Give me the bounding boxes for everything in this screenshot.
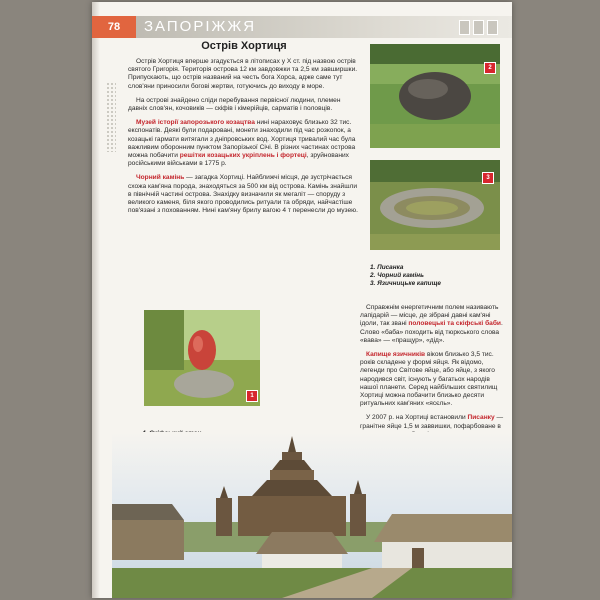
photo-badge-3: 3: [482, 172, 494, 184]
book-page: [92, 2, 512, 598]
photo-zaporizhian-sich: [112, 432, 512, 598]
paragraph-text: , зруйнованих російськими військами в 1775 р.: [128, 152, 349, 168]
stone-circle-image: [370, 160, 500, 250]
decorative-dots: [106, 82, 116, 152]
chapter-title: ЗАПОРІЖЖЯ: [144, 18, 257, 35]
page-number: 78: [92, 16, 136, 38]
paragraph: [128, 97, 360, 113]
paragraph-text: Справжнім енергетичним полем називають лапідарій — місце, де зібрані давні кам'яні ідоли, так звані: [360, 304, 499, 328]
paragraph-text: Острів Хортиця вперше згадується в літописах у X ст. під назвою острів святого Григорія. Територія острова 12 км завдовжки та 2,5 км завширшки. Припускають, що острів названий на честь бога Хорса, адже саме тут слов'яни приносили богові жертви, готуючись до виходу в море.: [128, 58, 358, 90]
highlight-term: половецькі та скіфські баби: [408, 320, 501, 328]
sich-reconstruction-image: [112, 432, 512, 598]
paragraph-text: — гранітне яйце 1,5 м заввишки, пофарбоване в: [360, 414, 504, 430]
photo-black-stone: [370, 44, 500, 148]
caption-item: 3. Язичницьке капище: [370, 280, 441, 287]
paragraph-text: . Слово «баба» походить від тюркського слова «вава» — «пращур», «дід».: [360, 320, 503, 344]
paragraph: [128, 119, 360, 168]
caption-item: 2. Чорний камінь: [370, 272, 424, 279]
paragraph: [360, 304, 508, 345]
captions-photos-1-3: [370, 264, 441, 288]
highlight-term: Капище язичників: [366, 351, 426, 359]
header-tab: [487, 20, 498, 35]
photo-stone-circle: [370, 160, 500, 250]
caption-item: 1. Писанка: [370, 264, 404, 271]
header-tab: [459, 20, 470, 35]
highlight-term: Музей історії запорозького козацтва: [136, 119, 255, 127]
page-fold-shadow: [92, 2, 100, 598]
photo-pysanka: [144, 310, 260, 406]
right-column-lower: [360, 304, 508, 453]
left-column: [128, 40, 360, 221]
highlight-term: Писанку: [467, 414, 495, 422]
paragraph: [128, 174, 360, 215]
paragraph: [128, 58, 360, 91]
paragraph-text: — загадка Хортиці. Найближчі місця, де зустрічається схожа кам'яна порода, знаходяться за 500 км від острова. Камінь знайшли в північній частині острова. Знахідку визначили як мегаліт — споруду з великого каменя, біля якого проводились ритуали та обряди, найчастіше пов'язані з похованням. Нині кам'яну брилу вагою 4 т перенесли до музею.: [128, 174, 358, 215]
paragraph-text: У 2007 р. на Хортиці встановили: [366, 414, 468, 422]
paragraph: [360, 351, 508, 408]
paragraph-text: На острові знайдено сліди перебування первісної людини, племен давніх слов'ян, кочовиків — скіфів і кімерійців, сарматів і половців.: [128, 96, 341, 113]
paragraph-text: віком близько 3,5 тис. років складене у формі яйця. Як відомо, легенди про Світове яйце, або яйце, з якого народився світ, існують у багатьох народів нашої планети. Серед найбільших святилищ Хортиці можна побачити близько десяти ритуальних кам'яних «ясєль».: [360, 351, 498, 408]
header-tab: [473, 20, 484, 35]
article-title: Острів Хортиця: [201, 40, 287, 52]
paragraph-text: нині нараховує близько 32 тис. експонатів. Деякі були подаровані, монети знаходили під час розкопок, а козацькі гармати витягали з дніпровських вод. Хортиця тривалий час була важливим оборонним пунктом Запорізької Січі. В різних частинах острова можна побачити: [128, 119, 356, 160]
pysanka-image: [144, 310, 260, 406]
right-paragraphs: [360, 304, 508, 447]
highlight-term: Чорний камінь: [136, 174, 185, 182]
left-paragraphs: [128, 58, 360, 215]
highlight-term: решітки козацьких укріплень і фортеці: [179, 152, 307, 160]
photo-badge-1: 1: [246, 390, 258, 402]
black-stone-image: [370, 44, 500, 148]
header-tabs: [459, 20, 498, 35]
photo-badge-2: 2: [484, 62, 496, 74]
